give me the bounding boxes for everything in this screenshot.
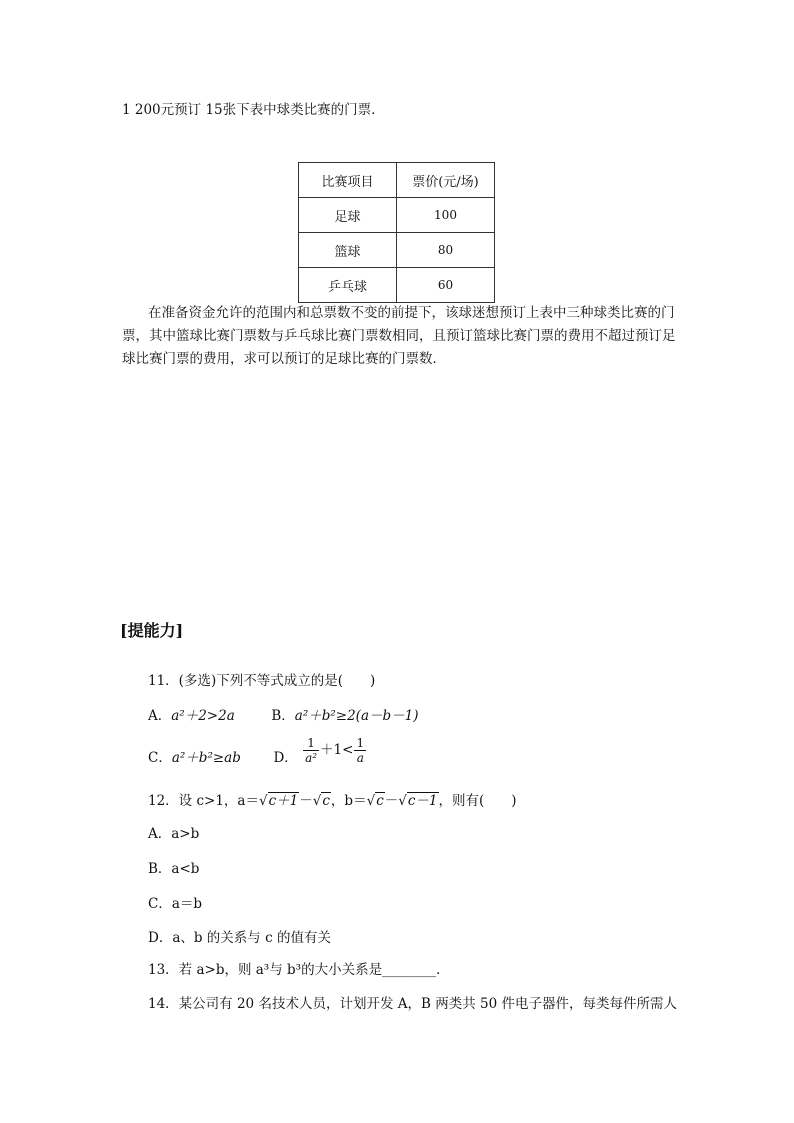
- table-cell: 100: [397, 198, 495, 233]
- ticket-price-table: [298, 162, 495, 303]
- q12-option-a: A．a>b: [148, 826, 200, 842]
- sqrt-symbol: √: [258, 793, 268, 809]
- option-label: C．: [148, 750, 172, 766]
- fraction: [303, 736, 319, 765]
- q11-options-ab: [148, 704, 419, 724]
- fraction: [354, 736, 366, 765]
- sqrt-radicand: c＋1: [268, 793, 299, 809]
- q11-stem: 11．(多选)下列不等式成立的是( ): [148, 673, 376, 689]
- sqrt-radicand: c: [376, 793, 384, 809]
- sqrt-radicand: c－1: [407, 793, 438, 809]
- fraction-numerator: 1: [303, 736, 319, 751]
- sqrt-symbol: √: [398, 793, 407, 809]
- intro-line: 1 200元预订 15张下表中球类比赛的门票．: [122, 102, 385, 118]
- sqrt-symbol: √: [366, 793, 376, 809]
- q12-option-b: B．a<b: [148, 861, 200, 877]
- minus-sign: －: [299, 793, 313, 809]
- table-cell: 篮球: [299, 233, 397, 268]
- table-row: [299, 233, 495, 268]
- table-header-cell: 票价(元/场): [397, 163, 495, 198]
- option-d-mid: ＋1<: [320, 742, 354, 758]
- q12-option-d: D．a、b 的关系与 c 的值有关: [148, 930, 331, 946]
- q12-prefix: 12．设 c>1，a＝: [148, 793, 259, 809]
- table-cell: 足球: [299, 198, 397, 233]
- fraction-numerator: 1: [356, 736, 365, 750]
- table-cell: 60: [397, 268, 495, 303]
- q11-options-cd: [148, 736, 367, 766]
- fraction-denominator: a: [356, 751, 364, 765]
- q12-stem: [148, 789, 517, 809]
- table-header-cell: 比赛项目: [299, 163, 397, 198]
- table-cell: 乒乓球: [299, 268, 397, 303]
- q12-suffix: ，则有( ): [438, 793, 517, 809]
- minus-sign: －: [384, 793, 399, 809]
- option-label: D．: [273, 750, 298, 766]
- problem-paragraph: [122, 302, 682, 371]
- table-cell: 80: [397, 233, 495, 268]
- q12-mid: ，b＝: [330, 793, 367, 809]
- sqrt-radicand: c: [322, 793, 330, 809]
- paragraph-text: 在准备资金允许的范围内和总票数不变的前提下，该球迷想预订上表中三种球类比赛的门票，其中篮球比赛门票数与乒乓球比赛门票数相同，且预订篮球比赛门票的费用不超过预订足球比赛门票的费用，求可以预订的足球比赛的门票数．: [122, 305, 676, 367]
- table-row: [299, 198, 495, 233]
- sqrt-symbol: √: [312, 793, 322, 809]
- section-heading: [提能力]: [120, 621, 184, 640]
- q11-option-c: a²＋b²≥ab: [171, 750, 241, 766]
- option-label: A．: [148, 708, 172, 724]
- q11-option-b: a²＋b²≥2(a－b－1): [294, 708, 419, 724]
- option-label: B．: [271, 708, 295, 724]
- table-header-row: [299, 163, 495, 198]
- q11-option-a: a²＋2>2a: [171, 708, 235, 724]
- table-row: [299, 268, 495, 303]
- q14-stem: 14．某公司有 20 名技术人员，计划开发 A，B 两类共 50 件电子器件，每类每件所需人: [148, 996, 677, 1012]
- q13-stem: 13．若 a>b，则 a³与 b³的大小关系是________．: [148, 962, 450, 978]
- q12-option-c: C．a＝b: [148, 896, 203, 912]
- fraction-denominator: a²: [305, 751, 318, 765]
